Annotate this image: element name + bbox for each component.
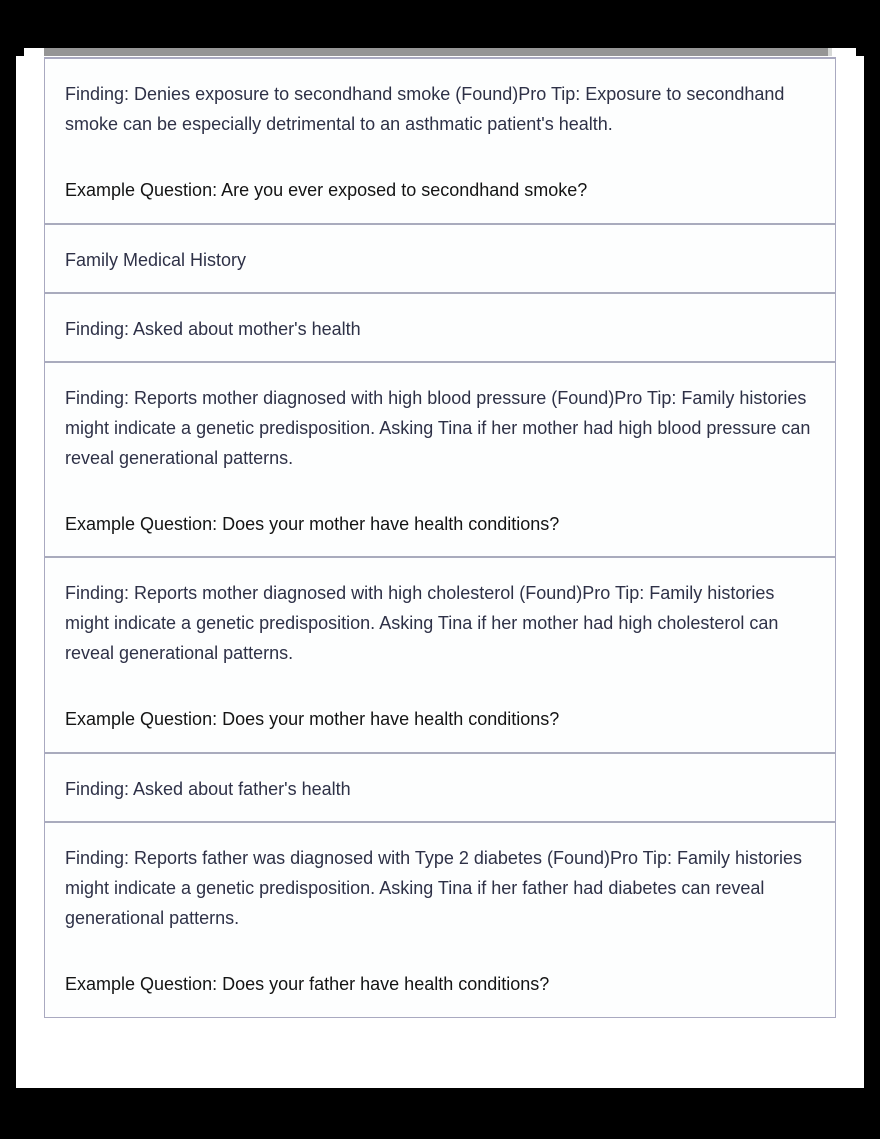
finding-text: Finding: Reports father was diagnosed with Type 2 diabetes (Found)Pro Tip: Family histories might indicate a genetic predisposition. Asking Tina if her father had diabetes can reveal generational patterns.	[65, 848, 803, 928]
table-row	[45, 823, 835, 1017]
example-question-text: Example Question: Does your father have health conditions?	[65, 974, 550, 994]
findings-table	[44, 57, 836, 1018]
table-row	[45, 294, 835, 363]
finding-text: Finding: Asked about mother's health	[65, 319, 361, 339]
row-spacer	[65, 139, 815, 175]
table-row	[45, 363, 835, 558]
table-row	[45, 59, 835, 225]
table-row	[45, 754, 835, 823]
example-question-text: Example Question: Does your mother have health conditions?	[65, 514, 560, 534]
finding-text: Finding: Reports mother diagnosed with high blood pressure (Found)Pro Tip: Family histories might indicate a genetic predisposition. Asking Tina if her mother had high blood pressure can reveal generational patterns.	[65, 388, 811, 468]
finding-text: Finding: Denies exposure to secondhand smoke (Found)Pro Tip: Exposure to secondhand smoke can be especially detrimental to an asthmatic patient's health.	[65, 84, 785, 134]
table-row	[45, 558, 835, 754]
finding-text: Finding: Asked about father's health	[65, 779, 351, 799]
row-spacer	[65, 668, 815, 704]
row-spacer	[65, 933, 815, 969]
example-question-text: Example Question: Does your mother have health conditions?	[65, 709, 560, 729]
finding-text: Finding: Reports mother diagnosed with high cholesterol (Found)Pro Tip: Family histories might indicate a genetic predisposition. Asking Tina if her mother had high cholesterol can reveal generational patterns.	[65, 583, 779, 663]
section-header-row	[45, 225, 835, 294]
row-spacer	[65, 473, 815, 509]
section-title: Family Medical History	[65, 250, 247, 270]
example-question-text: Example Question: Are you ever exposed to secondhand smoke?	[65, 180, 588, 200]
horizontal-scrollbar[interactable]	[44, 48, 832, 56]
